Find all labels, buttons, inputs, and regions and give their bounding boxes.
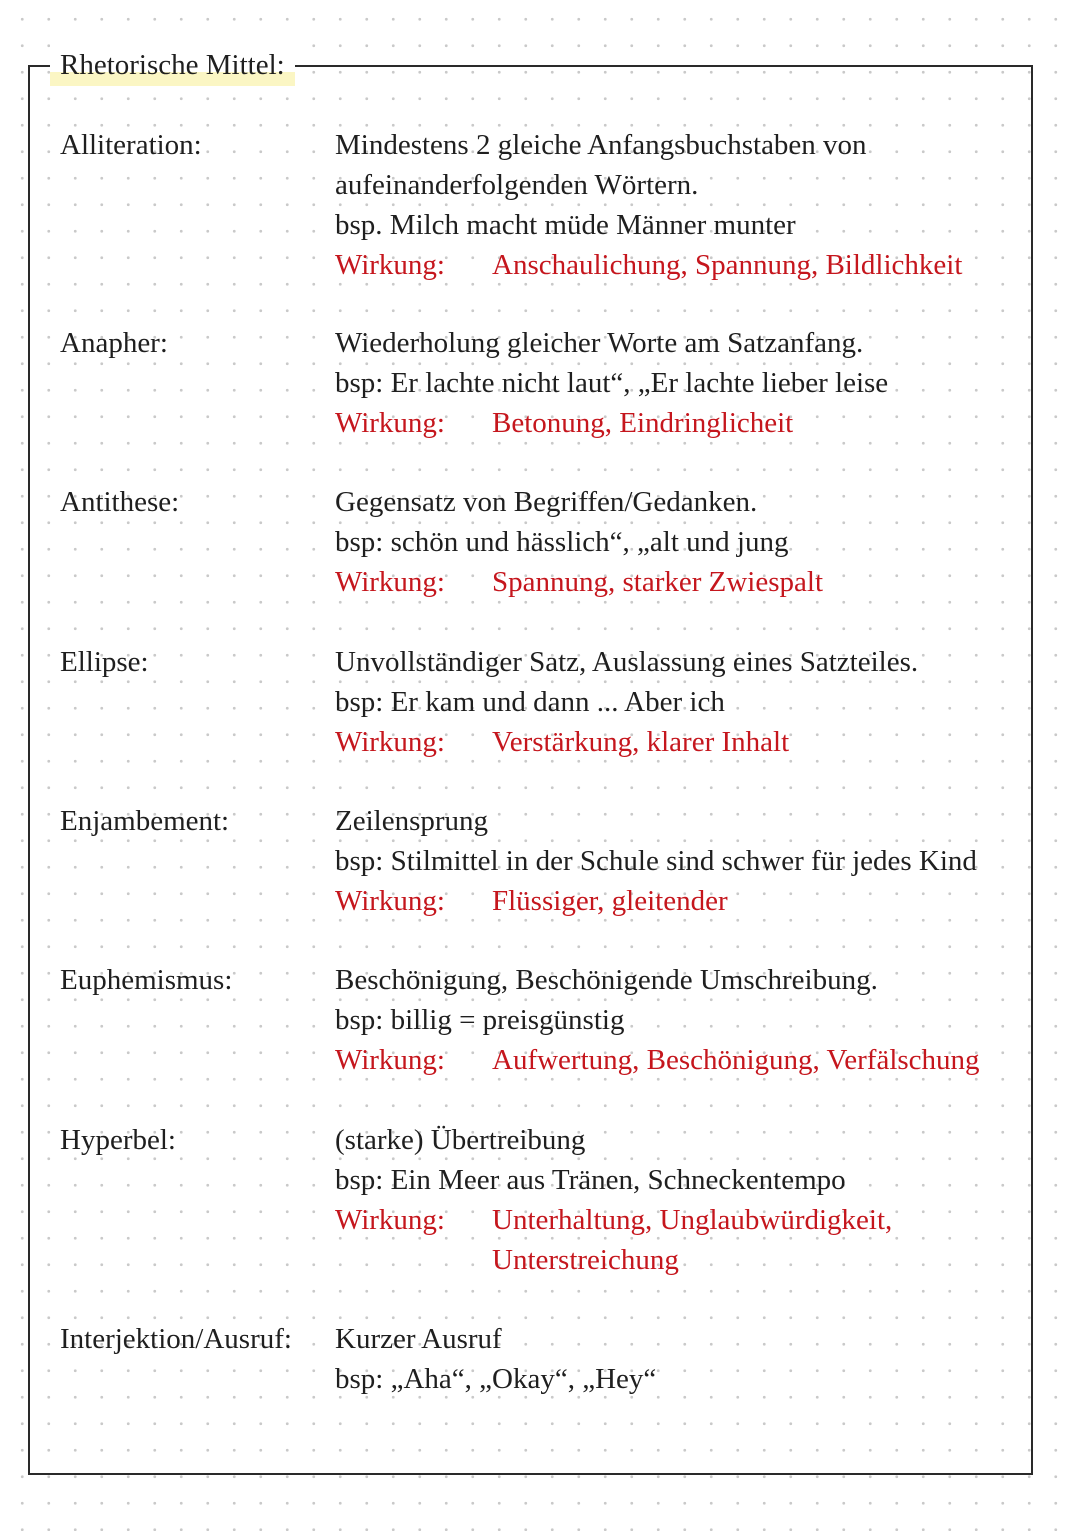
definition-line: Kurzer Ausruf xyxy=(335,1323,502,1355)
effect-text: Anschaulichung, Spannung, Bildlichkeit xyxy=(492,249,963,281)
definition xyxy=(335,482,1055,602)
effect-label: Wirkung: xyxy=(335,1044,445,1076)
term-label: Enjambement: xyxy=(60,805,230,837)
term-label: Ellipse: xyxy=(60,646,149,678)
effect-line xyxy=(335,722,1055,762)
term-label: Euphemismus: xyxy=(60,964,233,996)
effect-label: Wirkung: xyxy=(335,726,445,758)
definition-line: Zeilensprung xyxy=(335,805,489,837)
effect-continuation: Unterstreichung xyxy=(492,1244,679,1276)
effect-text: Flüssiger, gleitender xyxy=(492,885,728,917)
term-label: Antithese: xyxy=(60,486,180,518)
effect-text: Spannung, starker Zwiespalt xyxy=(492,566,824,598)
example-line: bsp: Er lachte nicht laut“, „Er lachte lieber leise xyxy=(335,367,889,399)
effect-line xyxy=(335,1040,1055,1080)
effect-line xyxy=(335,403,1055,443)
definition xyxy=(335,642,1055,762)
example-line: bsp: Er kam und dann ... Aber ich xyxy=(335,686,725,718)
example-line: bsp: Ein Meer aus Tränen, Schneckentempo xyxy=(335,1164,846,1196)
effect-label: Wirkung: xyxy=(335,407,445,439)
definition xyxy=(335,801,1055,921)
definition xyxy=(335,960,1055,1080)
example-line: bsp. Milch macht müde Männer munter xyxy=(335,209,796,241)
example-line: bsp: billig = preisgünstig xyxy=(335,1004,625,1036)
effect-label: Wirkung: xyxy=(335,249,445,281)
effect-line xyxy=(335,881,1055,921)
effect-text: Verstärkung, klarer Inhalt xyxy=(492,726,790,758)
term-label: Anapher: xyxy=(60,327,168,359)
definition-line: Unvollständiger Satz, Auslassung eines Satzteiles. xyxy=(335,646,919,678)
effect-text: Betonung, Eindringlicheit xyxy=(492,407,794,439)
page-title: Rhetorische Mittel: xyxy=(50,44,295,86)
effect-text: Aufwertung, Beschönigung, Verfälschung xyxy=(492,1044,980,1076)
definition-line: (starke) Übertreibung xyxy=(335,1124,586,1156)
example-line: bsp: schön und hässlich“, „alt und jung xyxy=(335,526,789,558)
term-label: Hyperbel: xyxy=(60,1124,176,1156)
definition-line: Mindestens 2 gleiche Anfangsbuchstaben von xyxy=(335,129,867,161)
effect-label: Wirkung: xyxy=(335,1204,445,1236)
term-label: Alliteration: xyxy=(60,129,202,161)
definition xyxy=(335,1319,1055,1399)
definition xyxy=(335,125,1055,285)
definition xyxy=(335,323,1055,443)
definition-line: Beschönigung, Beschönigende Umschreibung. xyxy=(335,964,878,996)
effect-line xyxy=(335,1200,1055,1240)
definition-line: Wiederholung gleicher Worte am Satzanfang. xyxy=(335,327,864,359)
definition-line: Gegensatz von Begriffen/Gedanken. xyxy=(335,486,758,518)
definition xyxy=(335,1120,1055,1280)
definition-line: aufeinanderfolgenden Wörtern. xyxy=(335,169,699,201)
term-label: Interjektion/Ausruf: xyxy=(60,1323,292,1355)
effect-text: Unterhaltung, Unglaubwürdigkeit, xyxy=(492,1204,893,1236)
effect-label: Wirkung: xyxy=(335,566,445,598)
example-line: bsp: „Aha“, „Okay“, „Hey“ xyxy=(335,1363,657,1395)
example-line: bsp: Stilmittel in der Schule sind schwer für jedes Kind xyxy=(335,845,977,877)
effect-line xyxy=(335,562,1055,602)
effect-line xyxy=(335,245,1055,285)
effect-label: Wirkung: xyxy=(335,885,445,917)
